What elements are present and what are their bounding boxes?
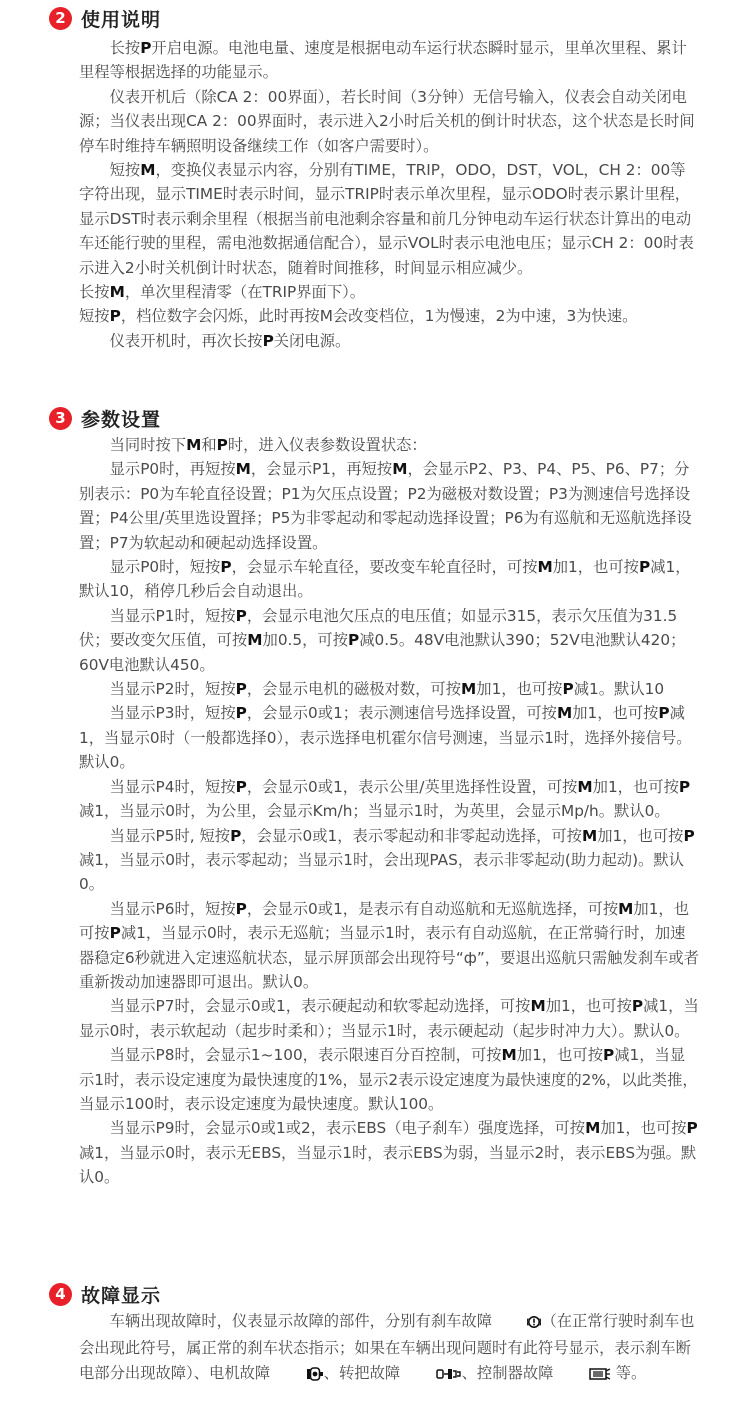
section-title: 故障显示 xyxy=(81,1285,162,1307)
button-key-p: P xyxy=(686,1119,698,1138)
button-key-p: P xyxy=(683,826,695,845)
text-run: 长按 xyxy=(109,39,141,57)
text-run: 当显示P9时，会显示0或1或2，表示EBS（电子刹车）强度选择，可按 xyxy=(109,1119,586,1138)
text-run: 加1，也可按 xyxy=(79,899,690,943)
button-key-p: P xyxy=(631,997,644,1016)
text-run: 当同时按下 xyxy=(109,436,187,454)
text-run: ，会显示电机的磁极对数，可按 xyxy=(246,680,462,699)
section-usage xyxy=(0,0,750,350)
text-run: 时，进入仪表参数设置状态： xyxy=(227,436,427,454)
paragraph xyxy=(79,433,699,457)
motor-fault-icon xyxy=(275,1364,324,1388)
text-run: 显示P0时，再短按 xyxy=(109,460,236,479)
button-key-p: P xyxy=(235,606,247,625)
text-run: 加1，也可按 xyxy=(600,1119,687,1138)
button-key-m: M xyxy=(247,631,263,650)
text-run: ，档位数字会闪烁，此时再按M会改变档位，1为慢速，2为中速，3为快速。 xyxy=(120,307,638,326)
button-key-m: M xyxy=(585,1119,601,1138)
button-key-p: P xyxy=(235,704,247,723)
text-run: 长按 xyxy=(79,283,110,302)
section-heading xyxy=(0,1276,750,1312)
button-key-m: M xyxy=(392,460,408,479)
button-key-p: P xyxy=(562,680,574,699)
button-key-m: M xyxy=(186,436,202,454)
paragraph xyxy=(79,280,699,304)
brake-fault-icon xyxy=(497,1312,542,1336)
paragraph xyxy=(79,701,699,774)
button-key-m: M xyxy=(556,704,573,723)
button-key-m: M xyxy=(140,161,156,180)
paragraph xyxy=(79,1309,699,1388)
button-key-m: M xyxy=(109,283,125,302)
text-run: 加1，也可按 xyxy=(592,777,679,796)
text-run: 仪表开机后（除CA 2：00界面），若长时间（3分钟）无信号输入，仪表会自动关闭电源；当仪表出现CA 2：00界面时，表示进入2小时后关机的倒计时状态，这个状态是长时间停车时维持车辆照明设备继续工作（如客户需要时）。 xyxy=(79,87,695,155)
button-key-m: M xyxy=(581,826,598,845)
section-faults xyxy=(0,1276,750,1382)
paragraph xyxy=(79,85,699,158)
section-body xyxy=(79,36,699,353)
section-number-badge: 4 xyxy=(49,1283,72,1306)
paragraph xyxy=(79,897,699,995)
text-run: 当显示P3时，短按 xyxy=(109,704,236,723)
text-run: 减1，当显示0时，为公里，会显示Km/h；当显示1时，为英里，会显示Mp/h。默认0。 xyxy=(79,802,670,821)
button-key-m: M xyxy=(618,899,634,918)
section-heading xyxy=(0,400,750,436)
paragraph xyxy=(79,1116,699,1189)
text-run: 关闭电源。 xyxy=(273,331,351,350)
text-run: 减0.5。48V电池默认390；52V电池默认420；60V电池默认450。 xyxy=(79,631,686,674)
text-run: 当显示P1时，短按 xyxy=(109,606,236,625)
text-run: ，会显示P1，再短按 xyxy=(250,460,393,479)
paragraph xyxy=(79,824,699,897)
text-run: 加1，也可按 xyxy=(545,997,632,1016)
button-key-p: P xyxy=(109,924,121,943)
text-run: 、控制器故障 xyxy=(461,1363,559,1382)
paragraph xyxy=(79,457,699,555)
button-key-m: M xyxy=(530,997,546,1016)
text-run: 加1，也可按 xyxy=(552,558,639,577)
section-title: 使用说明 xyxy=(81,9,162,31)
text-run: ，会显示车轮直径，要改变车轮直径时，可按 xyxy=(231,558,538,577)
text-run: 当显示P2时，短按 xyxy=(109,680,236,699)
section-heading xyxy=(0,0,750,36)
text-run: 减1。默认10 xyxy=(573,680,665,699)
button-key-p: P xyxy=(109,307,121,326)
text-run: 短按 xyxy=(109,161,141,180)
text-run: 当显示P4时，短按 xyxy=(109,777,236,796)
text-run: ，单次里程清零（在TRIP界面下）。 xyxy=(124,283,366,302)
text-run: 加1，也可按 xyxy=(572,704,659,723)
paragraph xyxy=(79,1043,699,1116)
text-run: 仪表开机时，再次长按 xyxy=(109,331,263,350)
text-run: 显示P0时，短按 xyxy=(109,558,221,577)
button-key-p: P xyxy=(216,436,228,454)
section-number-badge: 3 xyxy=(49,407,72,430)
section-body xyxy=(79,1309,699,1388)
paragraph xyxy=(79,994,699,1043)
text-run: 减1，默认10，稍停几秒后会自动退出。 xyxy=(79,558,691,601)
controller-fault-icon xyxy=(558,1364,611,1388)
button-key-p: P xyxy=(140,39,152,57)
text-run: ，变换仪表显示内容，分别有TIME，TRIP，ODO，DST，VOL，CH 2：00等字符出现，显示TIME时表示时间，显示TRIP时表示单次里程，显示ODO时表示累计里程，显示DST时表示剩余里程（根据当前电池剩余容量和前几分钟电动车运行状态计算出的电动车还能行驶的里程，需电池数据通信配合），显示VOL时表示电池电压；显示CH 2：00时表示进入2小时关机倒计时状态，随着时间推移，时间显示相应减少。 xyxy=(79,161,694,277)
paragraph xyxy=(79,158,699,280)
text-run: 当显示P6时，短按 xyxy=(109,899,236,918)
text-run: 减1，当显示0时，表示软起动（起步时柔和）；当显示1时，表示硬起动（起步时冲力大）。默认0。 xyxy=(79,997,699,1040)
text-run: 减1，当显示0时，表示无巡航；当显示1时，表示有自动巡航，在正常骑行时，加速器稳定6秒就进入定速巡航状态，显示屏顶部会出现符号“ф”，要退出巡航只需触发刹车或者重新拨动加速器即可退出。默认0。 xyxy=(79,924,699,991)
throttle-fault-icon xyxy=(405,1364,462,1388)
section-parameters xyxy=(0,400,750,1187)
text-run: 加1，也可按 xyxy=(597,826,684,845)
paragraph xyxy=(79,677,699,701)
button-key-p: P xyxy=(235,777,247,796)
button-key-p: P xyxy=(638,558,651,577)
paragraph xyxy=(79,604,699,677)
text-run: 当显示P5时, 短按 xyxy=(109,826,231,845)
text-run: 和 xyxy=(201,436,217,454)
text-run: 减1，当显示0时（一般都选择0），表示选择电机霍尔信号测速，当显示1时，选择外接信号。默认0。 xyxy=(79,704,692,772)
button-key-p: P xyxy=(235,680,247,699)
text-run: 减1，当显示0时，表示无EBS，当显示1时，表示EBS为弱，当显示2时，表示EBS为强。默认0。 xyxy=(79,1143,697,1187)
text-run: 、转把故障 xyxy=(323,1363,406,1382)
text-run: 等。 xyxy=(610,1363,647,1382)
button-key-m: M xyxy=(537,558,553,577)
button-key-p: P xyxy=(262,331,274,350)
text-run: ，会显示0或1，表示零起动和非零起动选择，可按 xyxy=(241,826,582,845)
paragraph xyxy=(79,775,699,824)
text-run: 当显示P8时，会显示1~100，表示限速百分百控制，可按 xyxy=(109,1046,502,1065)
text-run: ，会显示0或1，表示公里/英里选择性设置，可按 xyxy=(246,777,578,796)
text-run: ，会显示P2、P3、P4、P5、P6、P7；分别表示：P0为车轮直径设置；P1为欠压点设置；P2为磁极对数设置；P3为测速信号选择设置；P4公里/英里选设置择；P5为非零起动和零起动选择设置；P6为有巡航和无巡航选择设置；P7为软起动和硬起动选择设置。 xyxy=(79,460,692,552)
text-run: 车辆出现故障时，仪表显示故障的部件，分别有刹车故障 xyxy=(109,1312,497,1330)
button-key-p: P xyxy=(603,1046,615,1065)
button-key-m: M xyxy=(461,680,477,699)
button-key-p: P xyxy=(235,899,247,918)
text-run: ，会显示0或1，是表示有自动巡航和无巡航选择，可按 xyxy=(246,899,619,918)
button-key-p: P xyxy=(348,631,360,650)
text-run: 加1，也可按 xyxy=(476,680,563,699)
paragraph xyxy=(79,329,699,353)
section-number-badge: 2 xyxy=(49,7,72,30)
button-key-p: P xyxy=(658,704,670,723)
text-run: ，会显示0或1；表示测速信号选择设置，可按 xyxy=(246,704,557,723)
button-key-m: M xyxy=(577,777,593,796)
text-run: （在正常行驶时刹车也会出现此符号，属正常的刹车状态指示；如果在车辆出现问题时有此符号显示，表示刹车断电部分出现故障）、电机故障 xyxy=(79,1312,695,1382)
button-key-p: P xyxy=(230,826,242,845)
paragraph xyxy=(79,36,699,85)
section-title: 参数设置 xyxy=(81,409,162,431)
text-run: 短按 xyxy=(79,307,110,326)
text-run: 减1，当显示0时，表示零起动；当显示1时，会出现PAS，表示非零起动(助力起动)。默认0。 xyxy=(79,850,684,894)
button-key-p: P xyxy=(678,777,691,796)
paragraph xyxy=(79,555,699,604)
button-key-m: M xyxy=(501,1046,517,1065)
button-key-m: M xyxy=(235,460,251,479)
text-run: 减1，当显示1时，表示设定速度为最快速度的1%，显示2表示设定速度为最快速度的2%，以此类推，当显示100时，表示设定速度为最快速度。默认100。 xyxy=(79,1046,698,1113)
paragraph xyxy=(79,304,699,328)
text-run: 加0.5，可按 xyxy=(262,631,349,650)
button-key-p: P xyxy=(220,558,232,577)
section-body xyxy=(79,433,699,1190)
text-run: 当显示P7时，会显示0或1，表示硬起动和软零起动选择，可按 xyxy=(109,997,531,1016)
text-run: ，会显示电池欠压点的电压值；如显示315，表示欠压值为31.5伏；要改变欠压值，可按 xyxy=(79,606,678,650)
text-run: 加1，也可按 xyxy=(516,1046,603,1065)
text-run: 开启电源。电池电量、速度是根据电动车运行状态瞬时显示，里单次里程、累计里程等根据选择的功能显示。 xyxy=(79,39,687,82)
